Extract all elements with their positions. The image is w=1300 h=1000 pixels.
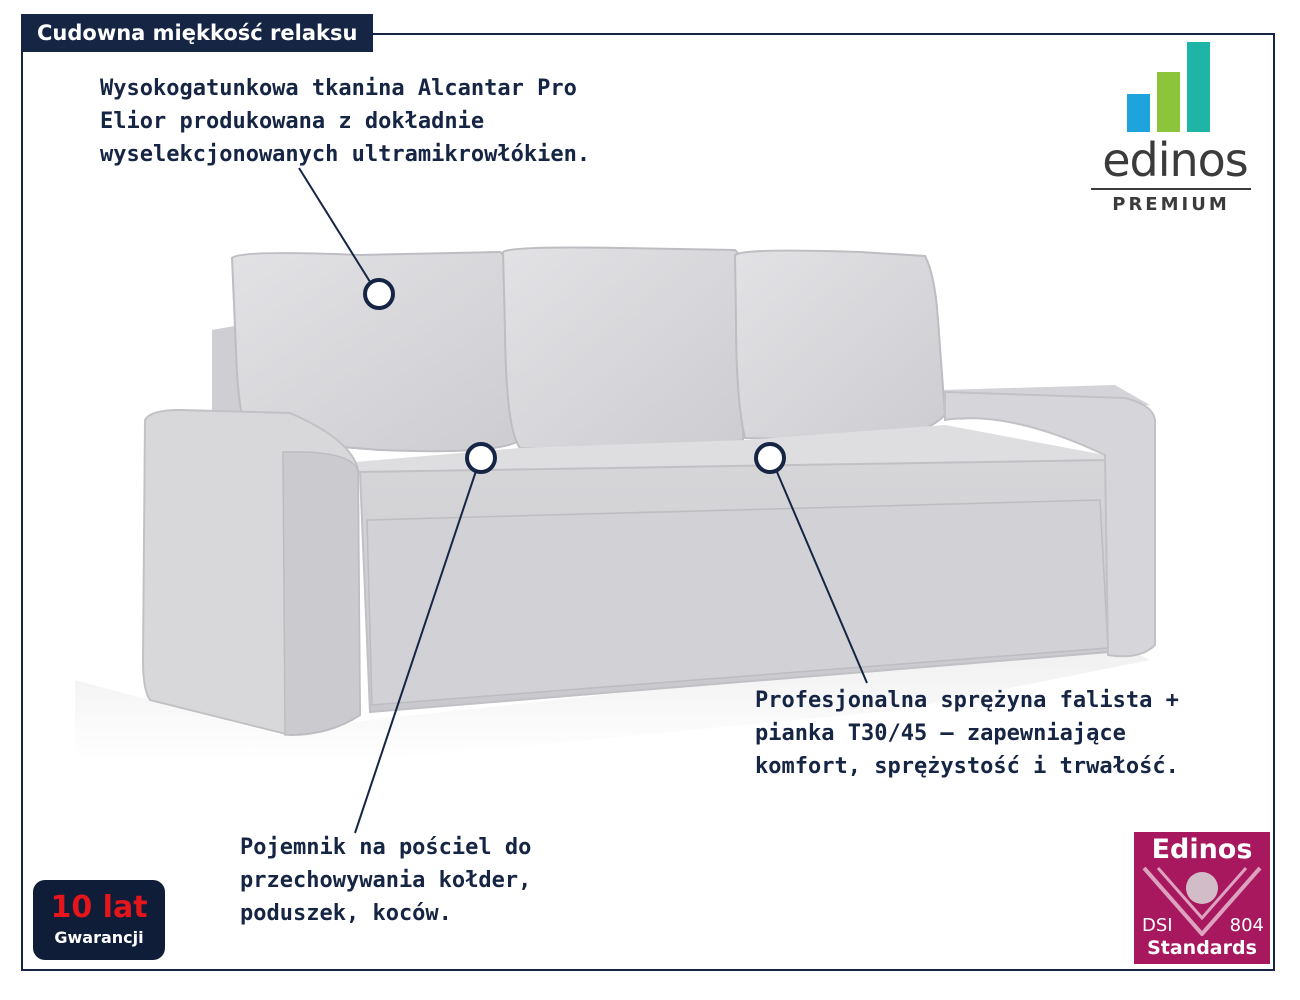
- callout-storage-line: przechowywania kołder,: [240, 868, 532, 893]
- edinos-premium-logo: [1085, 42, 1265, 222]
- callout-storage-line: Pojemnik na pościel do: [240, 835, 532, 860]
- callout-spring: [755, 684, 1179, 783]
- standards-dsi: DSI: [1142, 915, 1173, 936]
- standards-label: Standards: [1147, 937, 1257, 959]
- logo-bar: [1127, 94, 1150, 132]
- logo-subtitle: PREMIUM: [1112, 194, 1230, 215]
- marker-storage: [467, 444, 495, 472]
- callout-spring-line: Profesjonalna sprężyna falista +: [755, 688, 1179, 713]
- logo-bars-icon: [1127, 42, 1217, 132]
- callout-storage-line: poduszek, koców.: [240, 901, 452, 926]
- logo-bar: [1157, 72, 1180, 132]
- warranty-years: 10 lat: [50, 890, 148, 925]
- callout-spring-line: pianka T30/45 – zapewniające: [755, 721, 1126, 746]
- warranty-badge: [33, 880, 165, 960]
- callout-fabric-line: Elior produkowana z dokładnie: [100, 109, 485, 134]
- logo-wordmark: edinos: [1102, 133, 1248, 187]
- standards-brand: Edinos: [1151, 834, 1253, 865]
- callout-storage: [240, 831, 531, 930]
- logo-divider: [1091, 188, 1251, 190]
- standards-badge: [1134, 832, 1270, 964]
- callout-fabric: [100, 72, 590, 171]
- standards-number: 804: [1229, 915, 1264, 936]
- warranty-label: Gwarancji: [54, 928, 144, 947]
- callout-fabric-line: Wysokogatunkowa tkanina Alcantar Pro: [100, 76, 577, 101]
- callout-spring-line: komfort, sprężystość i trwałość.: [755, 754, 1179, 779]
- marker-fabric: [365, 280, 393, 308]
- callout-fabric-line: wyselekcjonowanych ultramikrowłókien.: [100, 142, 591, 167]
- section-title: Cudowna miękkość relaksu: [21, 14, 373, 52]
- logo-bar: [1187, 42, 1210, 132]
- marker-spring: [756, 444, 784, 472]
